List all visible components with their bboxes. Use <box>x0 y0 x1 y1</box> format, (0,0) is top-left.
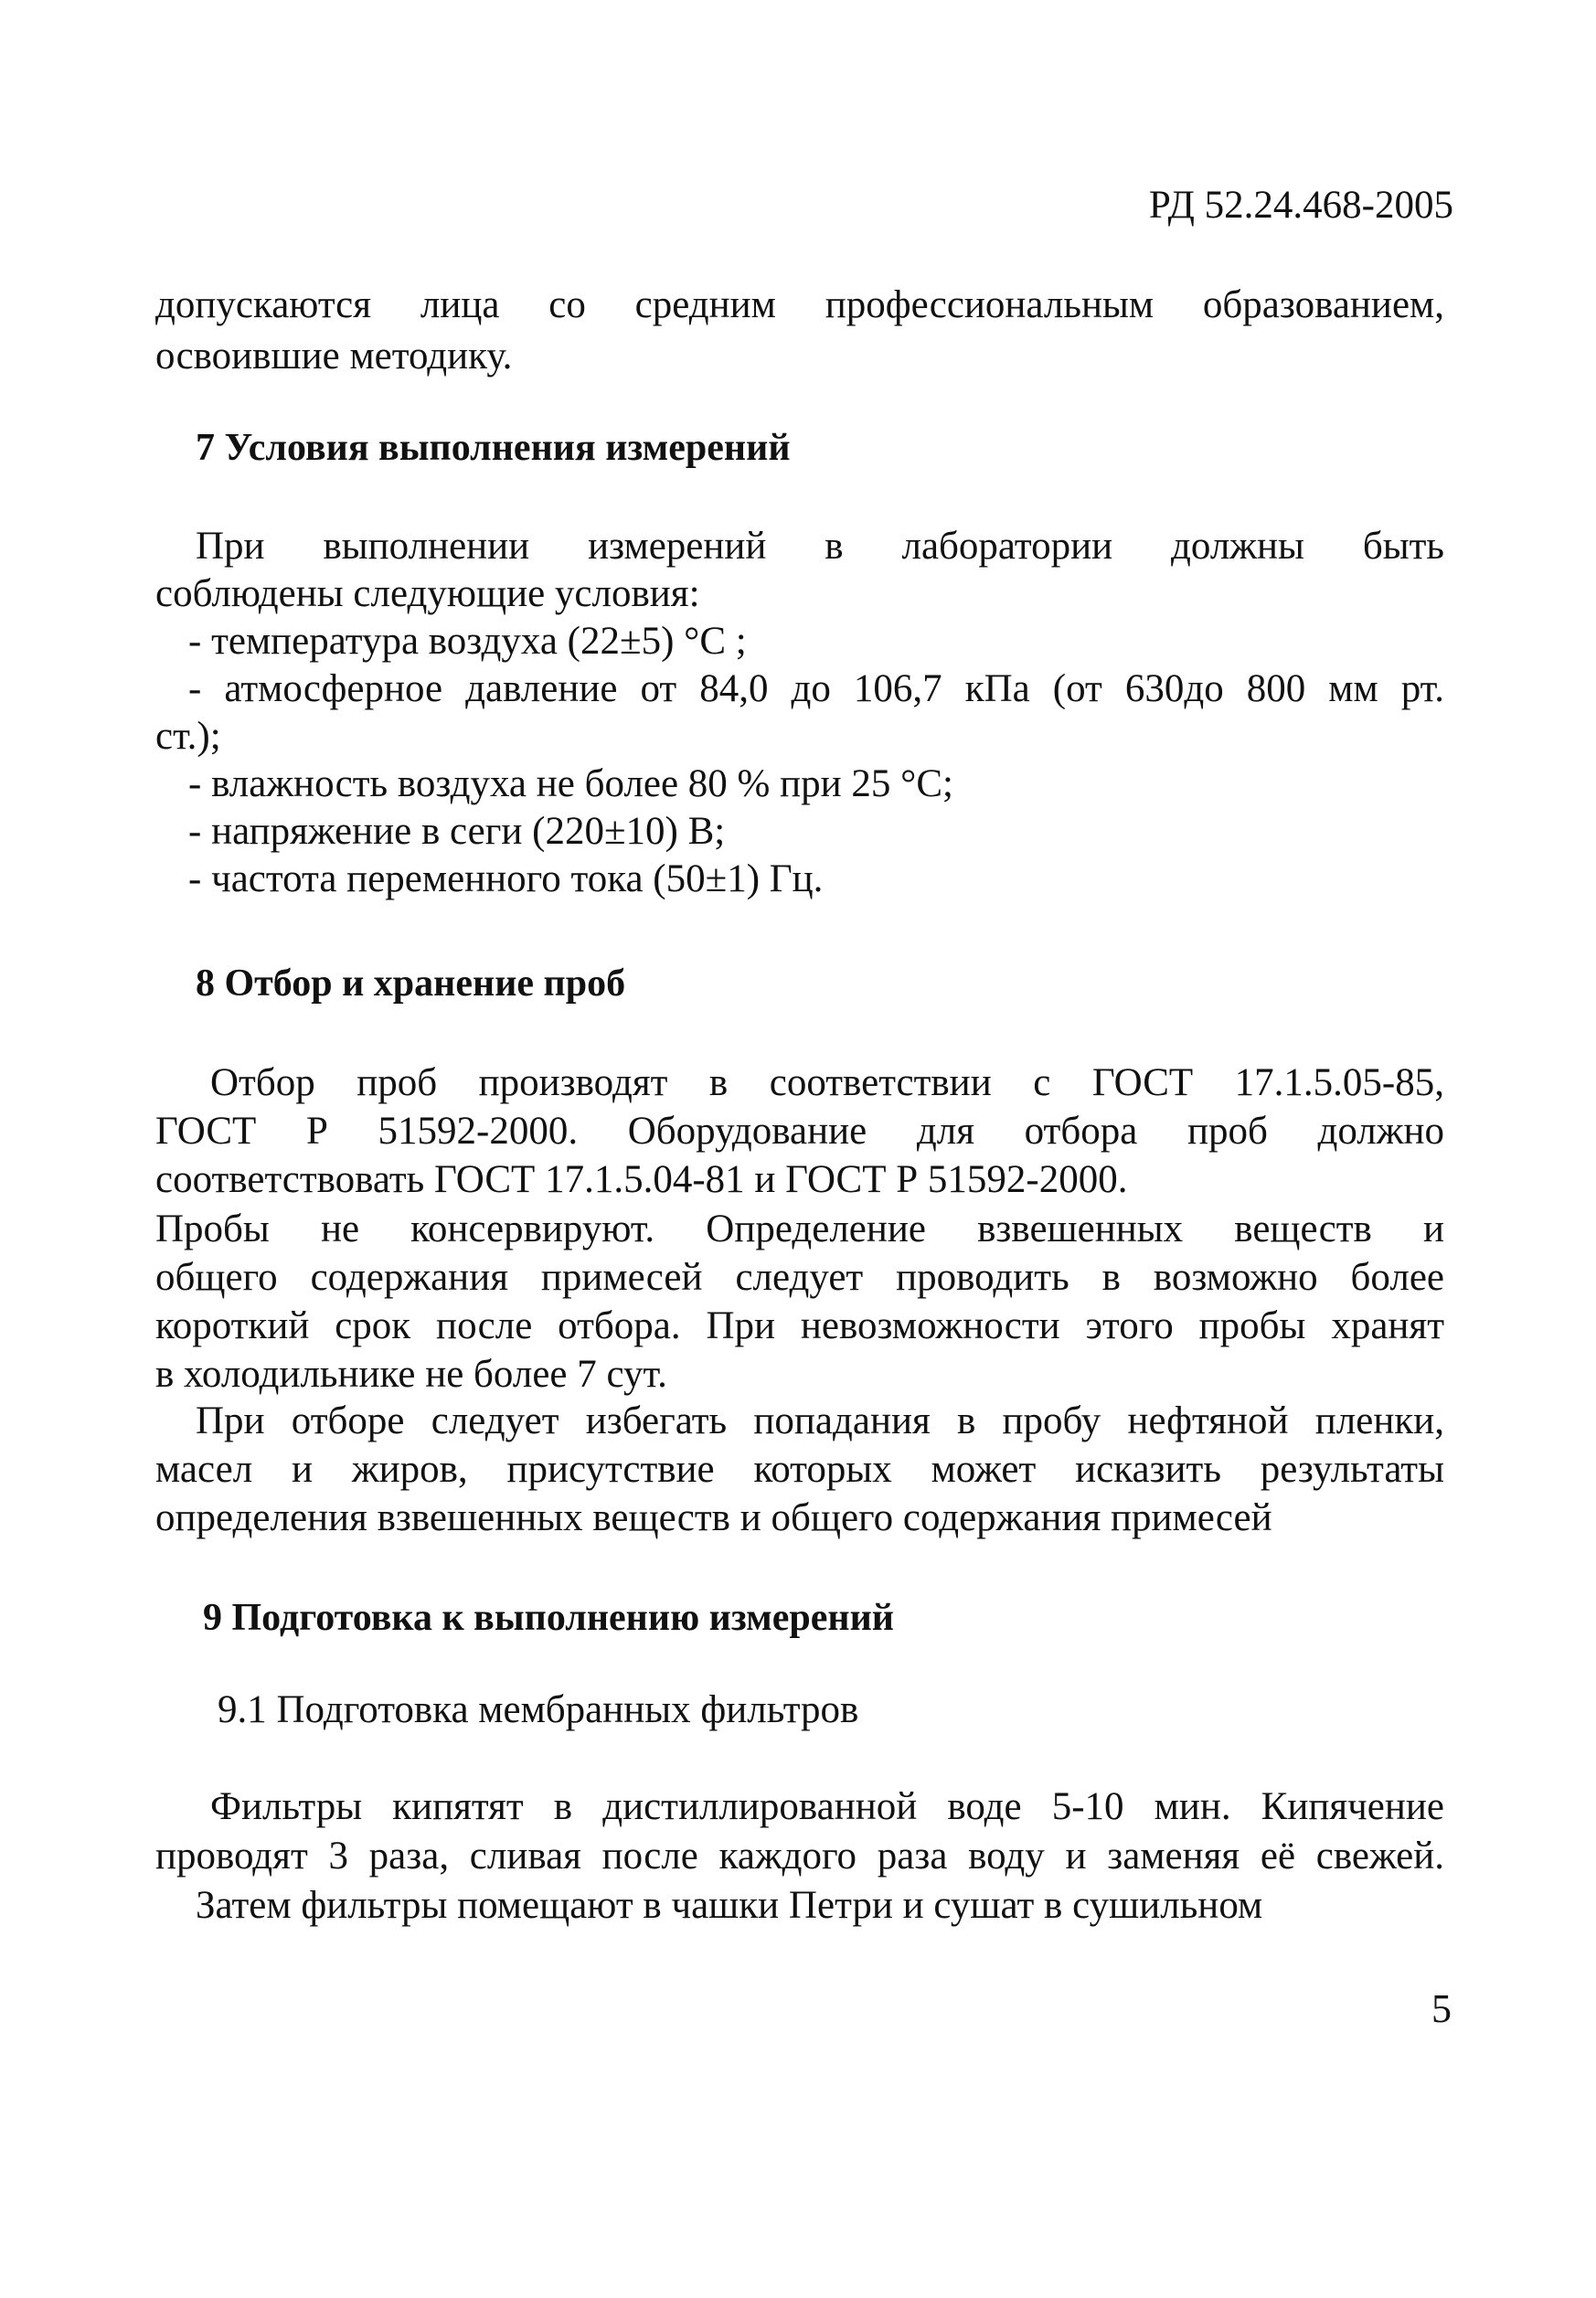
section-9-1-title: 9.1 Подготовка мембранных фильтров <box>218 1688 859 1731</box>
section-8-p1-line-1: Отбор проб производят в соответствии с ГОСТ 17.1.5.05-85, <box>210 1061 1444 1104</box>
section-8-title: 8 Отбор и хранение проб <box>196 963 626 1005</box>
section-7-paragraph <box>155 523 1444 903</box>
section-9-p1-line-2: проводят 3 раза, сливая после каждого раза воду и заменяя её свежей. <box>155 1835 1444 1878</box>
page-number: 5 <box>1431 1986 1452 2031</box>
section-8-p3-line-2: масел и жиров, присутствие которых может исказить результаты <box>155 1448 1444 1491</box>
section-8-p3-line-1: При отборе следует избегать попадания в пробу нефтяной пленки, <box>196 1399 1444 1442</box>
section-8-p1-line-2: ГОСТ Р 51592-2000. Оборудование для отбора проб должно <box>155 1110 1444 1153</box>
intro-paragraph <box>155 280 1444 382</box>
condition-humidity: - влажность воздуха не более 80 % при 25 °С; <box>188 762 953 805</box>
condition-voltage: - напряжение в сеги (220±10) В; <box>188 810 726 853</box>
section-8-p2-line-1: Пробы не консервируют. Определение взвешенных веществ и <box>155 1208 1444 1250</box>
section-8-p2-line-4: в холодильнике не более 7 сут. <box>155 1353 667 1396</box>
section-8-p2-line-2: общего содержания примесей следует проводить в возможно более <box>155 1256 1444 1299</box>
condition-pressure-line-1: - атмосферное давление от 84,0 до 106,7 кПа (от 630до 800 мм рт. <box>188 667 1444 710</box>
section-8-p1-line-3: соответствовать ГОСТ 17.1.5.04-81 и ГОСТ Р 51592-2000. <box>155 1158 1128 1201</box>
section-8-p3-line-3: определения взвешенных веществ и общего содержания примесей <box>155 1496 1272 1539</box>
intro-line-1: допускаются лица со средним профессиональным образованием, <box>155 283 1444 326</box>
condition-frequency: - частота переменного тока (50±1) Гц. <box>188 857 824 900</box>
intro-line-2: освоившие методику. <box>155 335 513 378</box>
section-8-paragraph-2 <box>155 1205 1444 1399</box>
section-7-para-line-1: При выполнении измерений в лаборатории должны быть <box>196 525 1444 568</box>
section-9-p2-line-1: Затем фильтры помещают в чашки Петри и сушат в сушильном <box>196 1884 1263 1927</box>
section-8-paragraph-3 <box>155 1397 1444 1542</box>
document-code: РД 52.24.468-2005 <box>1148 184 1453 227</box>
condition-pressure-line-2: ст.); <box>155 715 221 758</box>
section-7-title: 7 Условия выполнения измерений <box>196 427 791 469</box>
condition-temperature: - температура воздуха (22±5) °С ; <box>188 620 747 663</box>
section-9-p1-line-1: Фильтры кипятят в дистиллированной воде 5-10 мин. Кипячение <box>210 1785 1444 1828</box>
section-7-para-line-2: соблюдены следующие условия: <box>155 572 700 615</box>
section-8-p2-line-3: короткий срок после отбора. При невозможности этого пробы хранят <box>155 1304 1444 1347</box>
section-9-title: 9 Подготовка к выполнению измерений <box>203 1597 894 1639</box>
section-8-paragraph-1 <box>155 1059 1444 1204</box>
section-9-paragraph-1 <box>155 1782 1444 1931</box>
